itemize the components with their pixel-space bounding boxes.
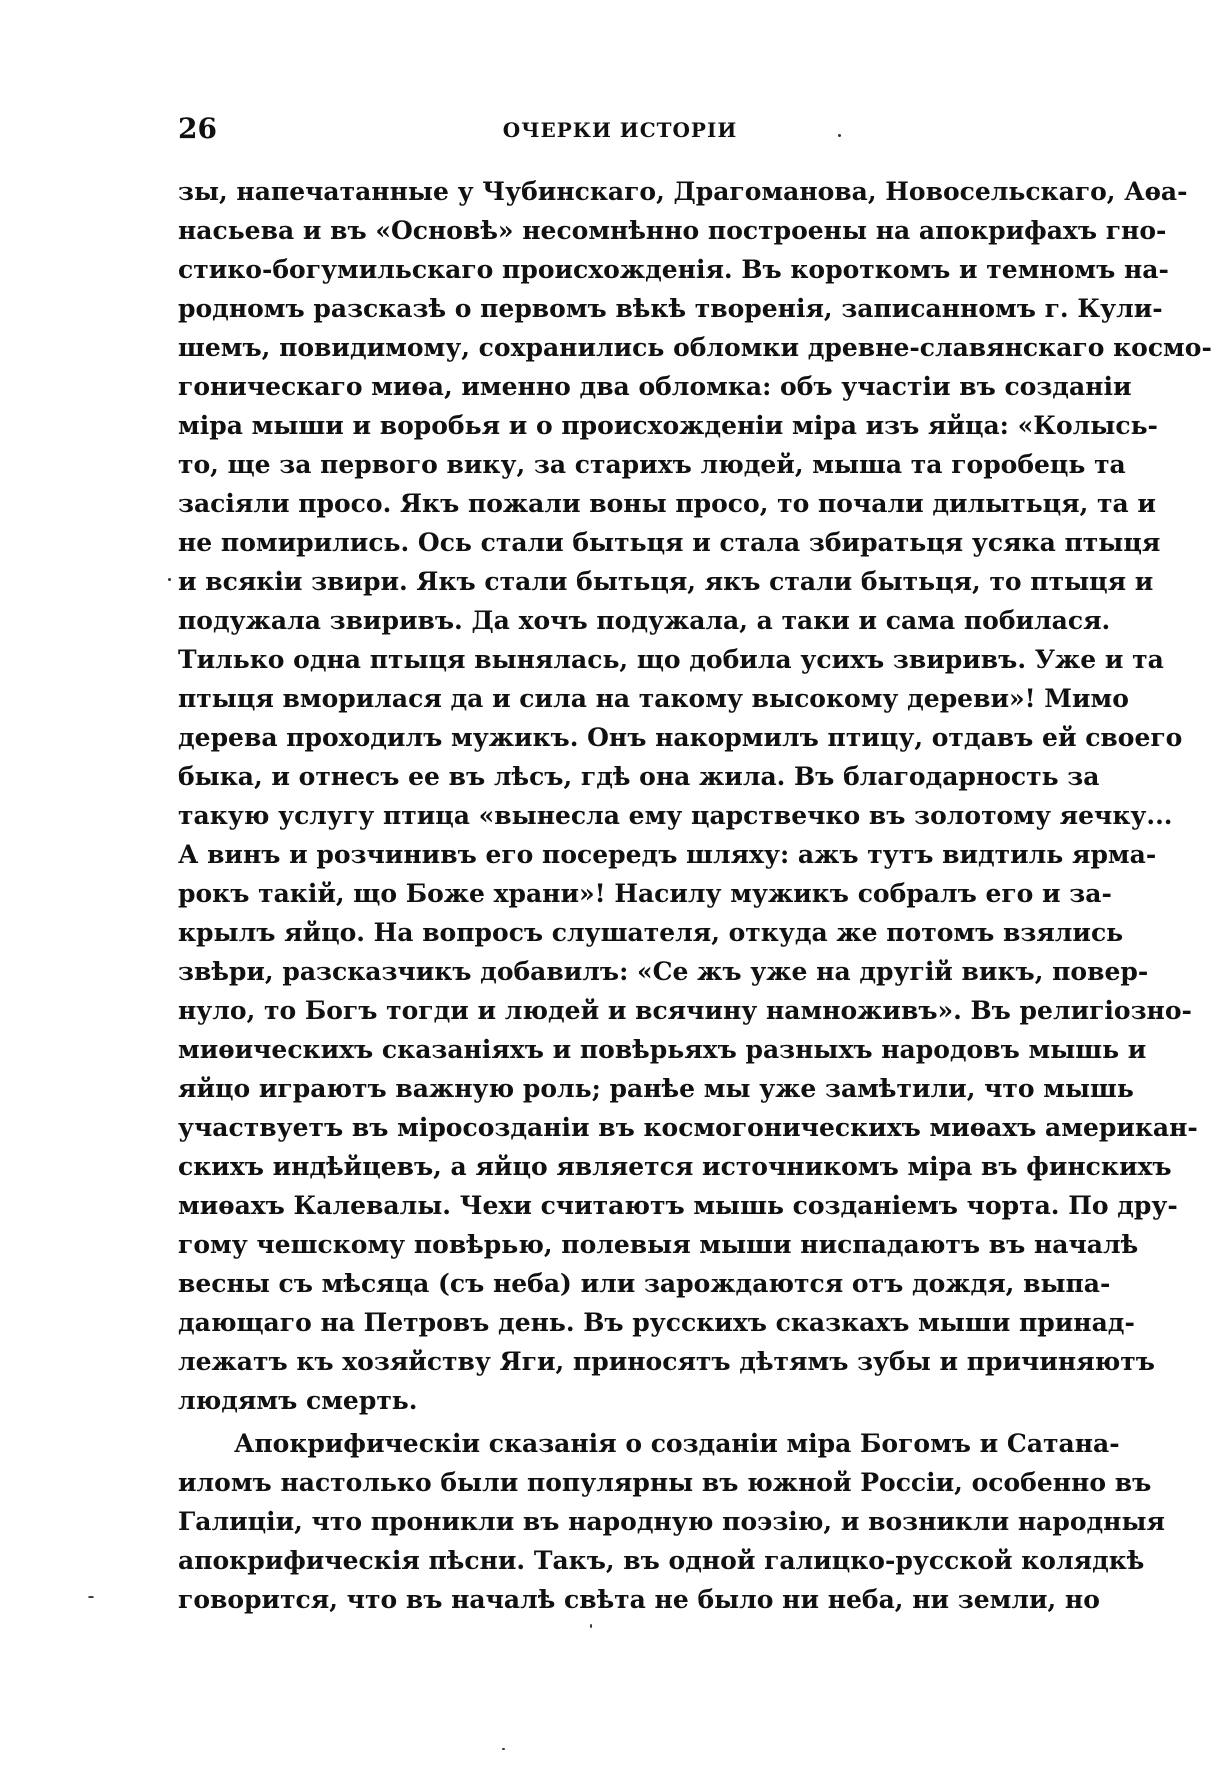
text-line: весны съ мѣсяца (съ неба) или зарождаются отъ дождя, выпа- xyxy=(178,1269,1111,1298)
text-line: гоническаго миѳа, именно два обломка: объ участіи въ созданіи xyxy=(178,372,1132,401)
text-line: птыця вморилася да и сила на такому высокому дереви»! Мимо xyxy=(178,684,1129,713)
text-line: говорится, что въ началѣ свѣта не было ни неба, ни земли, но xyxy=(178,1585,1100,1614)
text-line: Галиціи, что проникли въ народную поэзію, и возникли народныя xyxy=(178,1507,1165,1536)
text-line: нуло, то Богъ тогди и людей и всячину намноживъ». Въ религіозно- xyxy=(178,996,1192,1025)
text-line: то, ще за первого вику, за старихъ людей, мыша та горобець та xyxy=(178,450,1126,479)
text-line: засіяли просо. Якъ пожали воны просо, то почали дилытьця, та и xyxy=(178,489,1156,518)
scan-speck xyxy=(590,1624,592,1628)
text-line: лежатъ къ хозяйству Яги, приносятъ дѣтямъ зубы и причиняютъ xyxy=(178,1347,1155,1376)
text-line: Тилько одна птыця вынялась, що добила усихъ звиривъ. Уже и та xyxy=(178,645,1164,674)
text-line: иломъ настолько были популярны въ южной Россіи, особенно въ xyxy=(178,1468,1152,1497)
text-line: стико-богумильскаго происхожденія. Въ короткомъ и темномъ на- xyxy=(178,255,1169,284)
text-line: апокрифическія пѣсни. Такъ, въ одной галицко-русской колядкѣ xyxy=(178,1546,1145,1575)
text-line: миѳическихъ сказаніяхъ и повѣрьяхъ разныхъ народовъ мышь и xyxy=(178,1035,1147,1064)
paragraph-2 xyxy=(178,1424,1165,1619)
text-line: миѳахъ Калевалы. Чехи считаютъ мышь созданіемъ чорта. По дру- xyxy=(178,1191,1178,1220)
text-line: яйцо играютъ важную роль; ранѣе мы уже замѣтили, что мышь xyxy=(178,1074,1134,1103)
running-title: ОЧЕРКИ ИСТОРІИ xyxy=(502,118,738,142)
text-line: подужала звиривъ. Да хочъ подужала, а таки и сама побилася. xyxy=(178,606,1111,635)
text-line: дающаго на Петровъ день. Въ русскихъ сказкахъ мыши принад- xyxy=(178,1308,1135,1337)
text-line: рокъ такій, що Боже храни»! Насилу мужикъ собралъ его и за- xyxy=(178,879,1112,908)
scan-speck xyxy=(502,1748,505,1750)
text-line: міра мыши и воробья и о происхожденіи міра изъ яйца: «Колысь- xyxy=(178,411,1158,440)
text-line: шемъ, повидимому, сохранились обломки древне-славянскаго космо- xyxy=(178,333,1212,362)
text-line: не помирились. Ось стали бытьця и стала збиратьця усяка птыця xyxy=(178,528,1161,557)
text-line: и всякіи звири. Якъ стали бытьця, якъ стали бытьця, то птыця и xyxy=(178,567,1154,596)
text-line: гому чешскому повѣрью, полевыя мыши ниспадаютъ въ началѣ xyxy=(178,1230,1139,1259)
text-line: людямъ смерть. xyxy=(178,1386,418,1415)
scan-speck xyxy=(88,1596,94,1598)
scan-speck xyxy=(838,134,841,137)
text-line: звѣри, разсказчикъ добавилъ: «Се жъ уже на другій викъ, повер- xyxy=(178,957,1149,986)
page-number: 26 xyxy=(178,112,217,145)
body-text xyxy=(178,172,1212,1619)
text-line: насьева и въ «Основѣ» несомнѣнно построены на апокрифахъ гно- xyxy=(178,216,1167,245)
scan-speck xyxy=(168,578,171,581)
paragraph-1 xyxy=(178,172,1212,1420)
text-line: крылъ яйцо. На вопросъ слушателя, откуда же потомъ взялись xyxy=(178,918,1124,947)
text-line: скихъ индѣйцевъ, а яйцо является источникомъ міра въ финскихъ xyxy=(178,1152,1172,1181)
text-line: участвуетъ въ міросозданіи въ космогоническихъ миѳахъ американ- xyxy=(178,1113,1198,1142)
text-line: быка, и отнесъ ее въ лѣсъ, гдѣ она жила. Въ благодарность за xyxy=(178,762,1100,791)
text-line: Апокрифическіи сказанія о созданіи міра Богомъ и Сатана- xyxy=(234,1429,1120,1458)
text-line: А винъ и розчинивъ его посередъ шляху: ажъ тутъ видтиль ярма- xyxy=(178,840,1157,869)
text-line: родномъ разсказѣ о первомъ вѣкѣ творенія, записанномъ г. Кули- xyxy=(178,294,1163,323)
running-head xyxy=(178,112,1062,152)
text-line: такую услугу птица «вынесла ему царствечко въ золотому яечку... xyxy=(178,801,1173,830)
text-line: дерева проходилъ мужикъ. Онъ накормилъ птицу, отдавъ ей своего xyxy=(178,723,1183,752)
text-line: зы, напечатанные у Чубинскаго, Драгоманова, Новосельскаго, Аѳа- xyxy=(178,177,1188,206)
